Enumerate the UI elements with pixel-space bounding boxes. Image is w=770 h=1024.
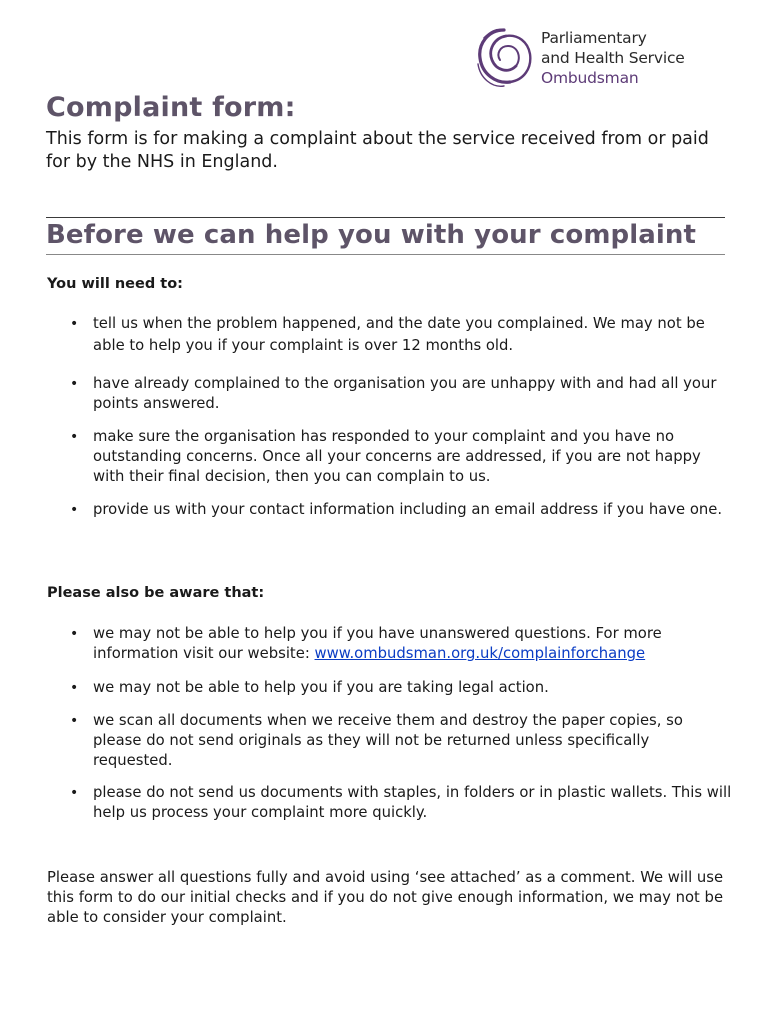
list-item-text: we scan all documents when we receive them and destroy the paper copies, so please do not send originals as they will not be returned unless specifically requested.: [93, 712, 683, 769]
aware-label: Please also be aware that:: [47, 585, 265, 601]
closing-paragraph: Please answer all questions fully and avoid using ‘see attached’ as a comment. We will use this form to do our initial checks and if you do not give enough information, we may not be able to consider your complaint.: [47, 869, 724, 926]
list-item-text: we may not be able to help you if you are taking legal action.: [93, 679, 549, 696]
page-title: Complaint form:: [46, 92, 296, 123]
list-item-text: we may not be able to help you if you have unanswered questions. For more information visit our website:: [93, 625, 662, 662]
bullet-icon: •: [70, 785, 79, 801]
list-item: [70, 313, 733, 357]
bullet-icon: •: [70, 626, 79, 642]
list-item: [70, 678, 733, 698]
logo-line-health-service: and Health Service: [541, 49, 685, 67]
logo-line-parliamentary: Parliamentary: [541, 29, 647, 47]
list-item: [70, 374, 733, 414]
list-item-text: tell us when the problem happened, and the date you complained. We may not be able to help you if your complaint is over 12 months old.: [93, 315, 705, 354]
section-rule-bottom: [46, 254, 725, 255]
ombudsman-logo-mark-icon: [474, 24, 536, 90]
bullet-icon: •: [70, 713, 79, 729]
list-item-text: have already complained to the organisation you are unhappy with and had all your points answered.: [93, 375, 717, 412]
list-item-text: provide us with your contact information including an email address if you have one.: [93, 501, 723, 518]
list-item: [70, 500, 733, 520]
ombudsman-logo: [474, 24, 714, 92]
bullet-icon: •: [70, 429, 79, 445]
list-item: [70, 427, 733, 487]
bullet-icon: •: [70, 376, 79, 392]
section-rule-top: [46, 217, 725, 218]
list-item-text: please do not send us documents with staples, in folders or in plastic wallets. This will help us process your complaint more quickly.: [93, 784, 732, 821]
section-heading: Before we can help you with your complaint: [46, 220, 697, 250]
intro-text: This form is for making a complaint about the service received from or paid for by the NHS in England.: [46, 129, 709, 172]
list-item: [70, 624, 733, 664]
complain-for-change-link[interactable]: www.ombudsman.org.uk/complainforchange: [314, 645, 646, 662]
list-item-text: make sure the organisation has responded to your complaint and you have no outstanding concerns. Once all your concerns are addressed, if you are not happy with their final decision, then you can complain to us.: [93, 428, 701, 485]
bullet-icon: •: [70, 502, 79, 518]
list-item: [70, 783, 733, 823]
logo-line-ombudsman: Ombudsman: [541, 69, 639, 87]
list-item: [70, 711, 733, 771]
bullet-icon: •: [70, 680, 79, 696]
need-to-label: You will need to:: [47, 276, 183, 292]
bullet-icon: •: [70, 316, 79, 332]
